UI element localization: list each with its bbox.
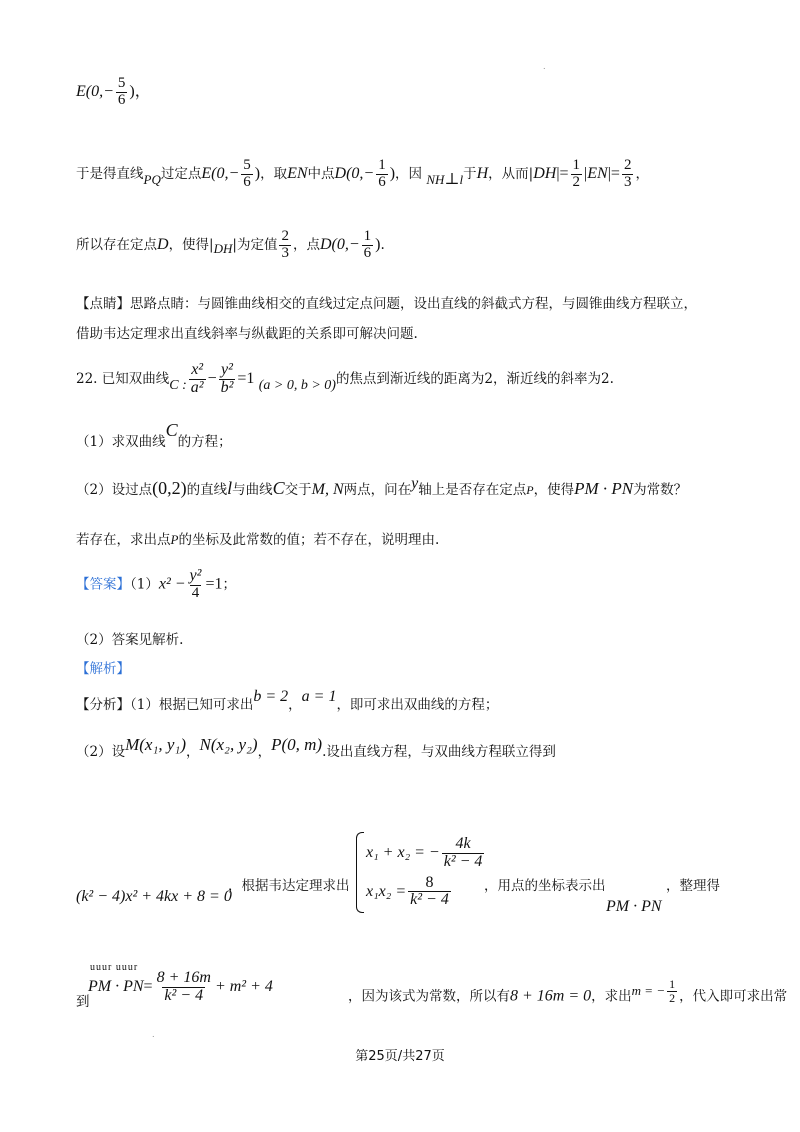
question-22-part-2: （2）设过点(0,2)的直线l与曲线C交于M, N两点，问在y轴上是否存在定点P，使得PM · PN为常数？	[76, 475, 688, 498]
dianjing-line-2: 借助韦达定理求出直线斜率与纵截距的关系即可解决问题.	[76, 326, 418, 342]
scan-dot: .	[543, 62, 546, 71]
jiexi-heading	[76, 657, 740, 677]
math-close: )，	[129, 82, 151, 100]
fraction: $\frac{1}{6}$	[378, 157, 386, 190]
fraction: $\frac{8}{\text{k² − 4}}$	[410, 873, 449, 909]
answer-line-1: 【答案】（1）x² − $\frac{\text{y²}}{4}$ =1；	[76, 567, 236, 601]
fraction: $\frac{\text{x²}}{\text{a²}}$	[190, 361, 204, 396]
fraction: $\frac{1}{2}$	[572, 157, 581, 190]
fraction: $\frac{2}{3}$	[623, 157, 632, 190]
fraction: $\frac{1}{6}$	[363, 228, 372, 261]
dot-product-expression: PM · PN= $\frac{8 + 16m}{\text{k² − 4}}$ + m² + 4	[88, 969, 273, 1004]
quadratic-equation: (k² − 4)x² + 4kx + 8 = 0	[76, 888, 232, 905]
last-line: 到 uuur uuur PM · PN= $\frac{8 + 16m}{\text{k² − 4}}$ + m² + 4 ，因为该式为常数，所以有8 + 16m = 0，求出m = − $\frac{1}{2}$ ，代入即可求出常	[76, 962, 788, 1010]
line-fixed-point: 于是得直线PQ过定点E(0,− $\frac{5}{6}$ )，取EN中点D(0,− $\frac{1}{6}$ )，因 NH⊥l于H，从而|DH|= $\frac{1}{2}$ |EN|= $\frac{2}{3}$ ，	[76, 157, 649, 190]
page-footer: 第25页/共27页	[355, 1049, 445, 1064]
fraction: $\frac{\text{y²}}{4}$	[189, 567, 202, 601]
dianjing-line-1: 【点睛】思路点睛：与圆锥曲线相交的直线过定点问题，设出直线的斜截式方程，与圆锥曲线方程联立，	[76, 296, 697, 312]
math-pq: PQ	[143, 171, 161, 187]
jiexi-tag: 【解析】	[76, 661, 130, 677]
math-e: E(0,−	[76, 82, 114, 100]
fraction: $\frac{2}{3}$	[281, 228, 289, 261]
question-22-part-1: （1）求双曲线C的方程；	[76, 420, 232, 450]
left-brace	[356, 832, 364, 913]
fraction: $\frac{8 + 16m}{\text{k² − 4}}$	[156, 969, 211, 1004]
fraction: $\frac{5}{6}$	[117, 75, 126, 108]
fraction: $\frac{5}{6}$	[243, 157, 251, 190]
line-e-point	[76, 76, 740, 109]
answer-line-2: （2）答案见解析.	[76, 632, 184, 648]
fenxi-tag: 【分析】	[76, 697, 130, 713]
fenxi-line: 【分析】（1）根据已知可求出b = 2，a = 1，即可求出双曲线的方程；	[76, 688, 499, 713]
vector-arrow-artifact: uuur uuur	[90, 962, 139, 973]
line-conclusion: 所以存在定点D，使得|DH|为定值 $\frac{2}{3}$ ，点D(0,− $\frac{1}{6}$ ).	[76, 228, 385, 261]
vieta-line: (k² − 4)x² + 4kx + 8 = 0 ，根据韦达定理求出 x₁ + x₂ = − $\frac{4k}{\text{k² − 4}}$ x₁x₂ = $\frac{8}{\text{k² − 4}}$ ，用点的坐标表示出 PM · PN ，整理得	[76, 832, 740, 922]
answer-tag: 【答案】	[76, 576, 130, 593]
fraction: $\frac{1}{2}$	[669, 977, 676, 1005]
fraction: $\frac{\text{y²}}{\text{b²}}$	[220, 361, 234, 396]
scan-dot: .	[152, 1030, 155, 1039]
question-22: 22. 已知双曲线C : $\frac{\text{x²}}{\text{a²}}$ − $\frac{\text{y²}}{\text{b²}}$ =1 (a > 0, b > 0)的焦点到渐近线的距离为2，渐近线的斜率为2.	[76, 361, 614, 396]
dianjing-tag: 【点睛】	[76, 296, 130, 312]
part2-setup: （2）设M(x₁, y₁)，N(x₂, y₂)，P(0, m).设出直线方程，与双曲线方程联立得到	[76, 735, 556, 760]
question-22-part-2-cont: 若存在，求出点P的坐标及此常数的值；若不存在，说明理由.	[76, 532, 440, 548]
fraction: $\frac{4k}{\text{k² − 4}}$	[443, 835, 483, 870]
vieta-system: x₁ + x₂ = − $\frac{4k}{\text{k² − 4}}$ x₁x₂ = $\frac{8}{\text{k² − 4}}$	[356, 832, 486, 913]
